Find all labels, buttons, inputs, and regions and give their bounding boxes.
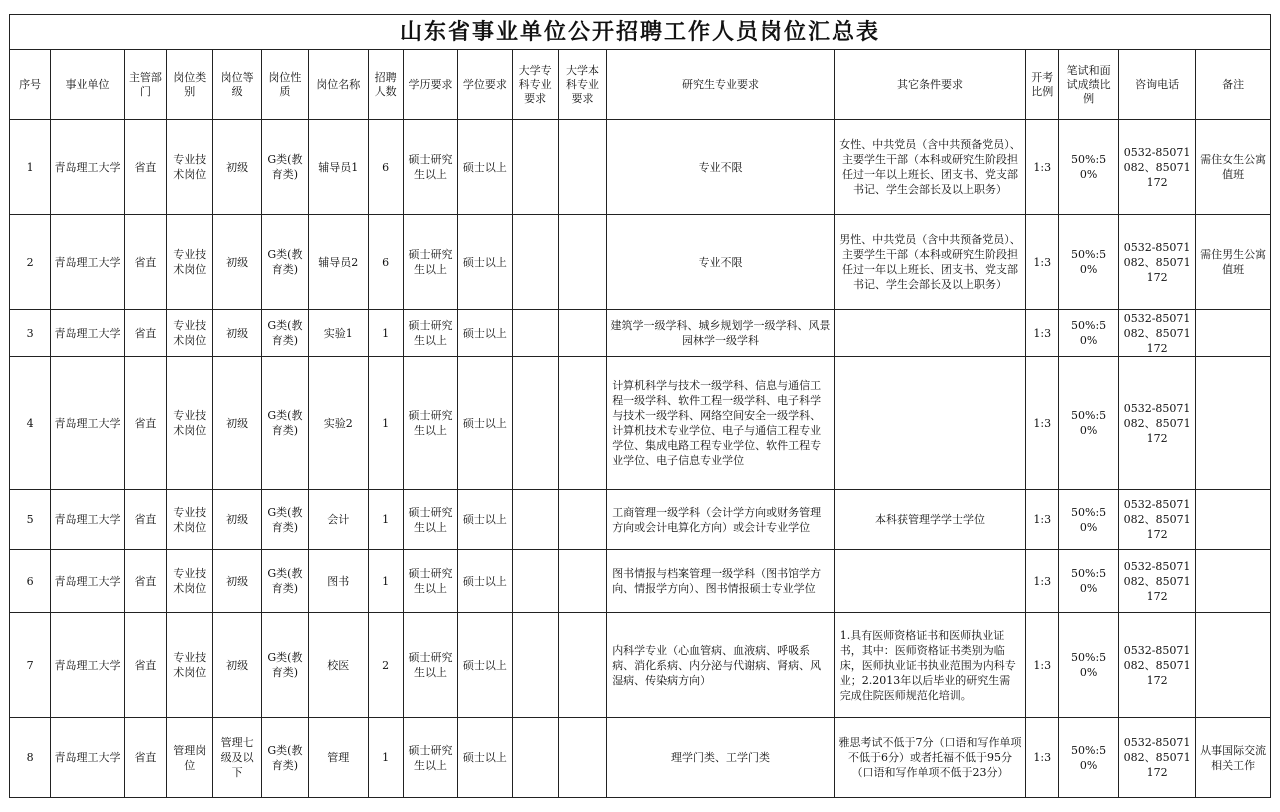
cell-unit: 青岛理工大学	[51, 613, 125, 718]
header-row	[10, 50, 1271, 120]
cell-dept: 省直	[124, 215, 166, 310]
cell-count: 6	[368, 215, 403, 310]
table-row	[10, 215, 1271, 310]
cell-count: 1	[368, 550, 403, 613]
cell-nature: G类(教育类)	[261, 613, 308, 718]
header-cell: 开考比例	[1026, 50, 1059, 120]
cell-bachelor	[558, 120, 606, 215]
cell-college	[512, 490, 558, 550]
cell-category: 专业技术岗位	[167, 120, 213, 215]
cell-bachelor	[558, 550, 606, 613]
cell-note: 从事国际交流相关工作	[1196, 718, 1271, 798]
cell-dept: 省直	[124, 120, 166, 215]
cell-degree: 硕士以上	[458, 215, 512, 310]
cell-unit: 青岛理工大学	[51, 310, 125, 357]
cell-education: 硕士研究生以上	[403, 490, 457, 550]
cell-education: 硕士研究生以上	[403, 357, 457, 490]
cell-ratio: 1:3	[1026, 357, 1059, 490]
cell-education: 硕士研究生以上	[403, 215, 457, 310]
cell-post: 图书	[309, 550, 368, 613]
header-cell: 笔试和面试成绩比例	[1059, 50, 1118, 120]
cell-bachelor	[558, 613, 606, 718]
cell-other: 1.具有医师资格证书和医师执业证书，其中：医师资格证书类别为临床，医师执业证书执业范围为内科专业；2.2013年以后毕业的研究生需完成住院医师规范化培训。	[834, 613, 1025, 718]
cell-education: 硕士研究生以上	[403, 718, 457, 798]
cell-dept: 省直	[124, 718, 166, 798]
cell-score-ratio: 50%:50%	[1059, 718, 1118, 798]
cell-ratio: 1:3	[1026, 310, 1059, 357]
cell-graduate: 专业不限	[607, 215, 835, 310]
cell-unit: 青岛理工大学	[51, 718, 125, 798]
cell-college	[512, 613, 558, 718]
cell-nature: G类(教育类)	[261, 718, 308, 798]
cell-nature: G类(教育类)	[261, 550, 308, 613]
cell-note	[1196, 613, 1271, 718]
cell-dept: 省直	[124, 357, 166, 490]
cell-degree: 硕士以上	[458, 490, 512, 550]
cell-category: 专业技术岗位	[167, 550, 213, 613]
cell-degree: 硕士以上	[458, 310, 512, 357]
header-cell: 岗位名称	[309, 50, 368, 120]
cell-no: 6	[10, 550, 51, 613]
cell-no: 2	[10, 215, 51, 310]
cell-level: 初级	[213, 550, 261, 613]
cell-ratio: 1:3	[1026, 718, 1059, 798]
cell-bachelor	[558, 215, 606, 310]
table-row	[10, 120, 1271, 215]
cell-count: 2	[368, 613, 403, 718]
cell-unit: 青岛理工大学	[51, 215, 125, 310]
cell-level: 初级	[213, 357, 261, 490]
cell-no: 5	[10, 490, 51, 550]
cell-no: 3	[10, 310, 51, 357]
header-cell: 序号	[10, 50, 51, 120]
table-row	[10, 310, 1271, 357]
cell-post: 校医	[309, 613, 368, 718]
cell-score-ratio: 50%:50%	[1059, 613, 1118, 718]
cell-graduate: 理学门类、工学门类	[607, 718, 835, 798]
cell-category: 专业技术岗位	[167, 310, 213, 357]
positions-table	[9, 49, 1271, 798]
cell-education: 硕士研究生以上	[403, 310, 457, 357]
header-cell: 岗位类别	[167, 50, 213, 120]
cell-college	[512, 357, 558, 490]
cell-note	[1196, 550, 1271, 613]
cell-category: 专业技术岗位	[167, 613, 213, 718]
cell-ratio: 1:3	[1026, 120, 1059, 215]
cell-college	[512, 550, 558, 613]
cell-degree: 硕士以上	[458, 718, 512, 798]
cell-score-ratio: 50%:50%	[1059, 357, 1118, 490]
header-cell: 主管部门	[124, 50, 166, 120]
header-cell: 事业单位	[51, 50, 125, 120]
cell-other: 男性、中共党员（含中共预备党员）、主要学生干部（本科或研究生阶段担任过一年以上班长、团支书、党支部书记、学生会部长及以上职务）	[834, 215, 1025, 310]
cell-score-ratio: 50%:50%	[1059, 550, 1118, 613]
header-cell: 招聘人数	[368, 50, 403, 120]
cell-level: 管理七级及以下	[213, 718, 261, 798]
cell-level: 初级	[213, 310, 261, 357]
cell-other: 雅思考试不低于7分（口语和写作单项不低于6分）或者托福不低于95分（口语和写作单项不低于23分）	[834, 718, 1025, 798]
cell-other: 本科获管理学学士学位	[834, 490, 1025, 550]
header-cell: 咨询电话	[1118, 50, 1196, 120]
cell-nature: G类(教育类)	[261, 215, 308, 310]
cell-phone: 0532-85071082、85071172	[1118, 613, 1196, 718]
cell-phone: 0532-85071082、85071172	[1118, 310, 1196, 357]
cell-bachelor	[558, 490, 606, 550]
cell-other	[834, 310, 1025, 357]
header-cell: 其它条件要求	[834, 50, 1025, 120]
cell-no: 4	[10, 357, 51, 490]
cell-phone: 0532-85071082、85071172	[1118, 120, 1196, 215]
cell-score-ratio: 50%:50%	[1059, 310, 1118, 357]
cell-note: 需住男生公寓值班	[1196, 215, 1271, 310]
table-title: 山东省事业单位公开招聘工作人员岗位汇总表	[9, 14, 1271, 49]
cell-ratio: 1:3	[1026, 550, 1059, 613]
cell-nature: G类(教育类)	[261, 357, 308, 490]
cell-college	[512, 310, 558, 357]
cell-category: 管理岗位	[167, 718, 213, 798]
cell-phone: 0532-85071082、85071172	[1118, 550, 1196, 613]
cell-category: 专业技术岗位	[167, 215, 213, 310]
header-cell: 大学本科专业要求	[558, 50, 606, 120]
cell-college	[512, 215, 558, 310]
cell-score-ratio: 50%:50%	[1059, 120, 1118, 215]
cell-college	[512, 718, 558, 798]
cell-dept: 省直	[124, 613, 166, 718]
cell-dept: 省直	[124, 550, 166, 613]
cell-graduate: 计算机科学与技术一级学科、信息与通信工程一级学科、软件工程一级学科、电子科学与技术一级学科、网络空间安全一级学科、计算机技术专业学位、电子与通信工程专业学位、集成电路工程专业学位、软件工程专业学位、电子信息专业学位	[607, 357, 835, 490]
cell-unit: 青岛理工大学	[51, 490, 125, 550]
cell-bachelor	[558, 357, 606, 490]
cell-degree: 硕士以上	[458, 120, 512, 215]
cell-other	[834, 550, 1025, 613]
cell-education: 硕士研究生以上	[403, 120, 457, 215]
cell-bachelor	[558, 310, 606, 357]
cell-ratio: 1:3	[1026, 490, 1059, 550]
header-cell: 学历要求	[403, 50, 457, 120]
cell-education: 硕士研究生以上	[403, 550, 457, 613]
cell-phone: 0532-85071082、85071172	[1118, 357, 1196, 490]
cell-count: 6	[368, 120, 403, 215]
cell-post: 实验2	[309, 357, 368, 490]
header-cell: 备注	[1196, 50, 1271, 120]
cell-count: 1	[368, 357, 403, 490]
cell-graduate: 专业不限	[607, 120, 835, 215]
cell-post: 实验1	[309, 310, 368, 357]
cell-score-ratio: 50%:50%	[1059, 215, 1118, 310]
cell-no: 7	[10, 613, 51, 718]
cell-dept: 省直	[124, 310, 166, 357]
table-row	[10, 550, 1271, 613]
cell-dept: 省直	[124, 490, 166, 550]
cell-level: 初级	[213, 120, 261, 215]
cell-note: 需住女生公寓值班	[1196, 120, 1271, 215]
cell-count: 1	[368, 310, 403, 357]
table-row	[10, 357, 1271, 490]
spreadsheet	[9, 14, 1271, 798]
cell-post: 会计	[309, 490, 368, 550]
cell-other	[834, 357, 1025, 490]
cell-level: 初级	[213, 215, 261, 310]
table-row	[10, 613, 1271, 718]
cell-phone: 0532-85071082、85071172	[1118, 215, 1196, 310]
cell-nature: G类(教育类)	[261, 310, 308, 357]
cell-post: 辅导员1	[309, 120, 368, 215]
cell-college	[512, 120, 558, 215]
cell-graduate: 图书情报与档案管理一级学科（图书馆学方向、情报学方向）、图书情报硕士专业学位	[607, 550, 835, 613]
cell-ratio: 1:3	[1026, 613, 1059, 718]
cell-other: 女性、中共党员（含中共预备党员）、主要学生干部（本科或研究生阶段担任过一年以上班长、团支书、党支部书记、学生会部长及以上职务）	[834, 120, 1025, 215]
cell-education: 硕士研究生以上	[403, 613, 457, 718]
table-body	[10, 120, 1271, 798]
cell-count: 1	[368, 490, 403, 550]
cell-nature: G类(教育类)	[261, 120, 308, 215]
header-cell: 研究生专业要求	[607, 50, 835, 120]
cell-no: 8	[10, 718, 51, 798]
cell-category: 专业技术岗位	[167, 490, 213, 550]
cell-unit: 青岛理工大学	[51, 357, 125, 490]
cell-unit: 青岛理工大学	[51, 120, 125, 215]
cell-graduate: 工商管理一级学科（会计学方向或财务管理方向或会计电算化方向）或会计专业学位	[607, 490, 835, 550]
cell-unit: 青岛理工大学	[51, 550, 125, 613]
cell-note	[1196, 490, 1271, 550]
cell-nature: G类(教育类)	[261, 490, 308, 550]
cell-post: 辅导员2	[309, 215, 368, 310]
cell-category: 专业技术岗位	[167, 357, 213, 490]
cell-note	[1196, 357, 1271, 490]
cell-phone: 0532-85071082、85071172	[1118, 490, 1196, 550]
cell-ratio: 1:3	[1026, 215, 1059, 310]
cell-phone: 0532-85071082、85071172	[1118, 718, 1196, 798]
header-cell: 岗位等级	[213, 50, 261, 120]
cell-bachelor	[558, 718, 606, 798]
cell-degree: 硕士以上	[458, 550, 512, 613]
cell-level: 初级	[213, 490, 261, 550]
table-row	[10, 490, 1271, 550]
cell-degree: 硕士以上	[458, 613, 512, 718]
cell-score-ratio: 50%:50%	[1059, 490, 1118, 550]
header-cell: 岗位性质	[261, 50, 308, 120]
cell-graduate: 建筑学一级学科、城乡规划学一级学科、风景园林学一级学科	[607, 310, 835, 357]
cell-note	[1196, 310, 1271, 357]
header-cell: 大学专科专业要求	[512, 50, 558, 120]
header-cell: 学位要求	[458, 50, 512, 120]
cell-no: 1	[10, 120, 51, 215]
table-row	[10, 718, 1271, 798]
cell-degree: 硕士以上	[458, 357, 512, 490]
cell-level: 初级	[213, 613, 261, 718]
cell-graduate: 内科学专业（心血管病、血液病、呼吸系病、消化系病、内分泌与代谢病、肾病、风湿病、传染病方向）	[607, 613, 835, 718]
cell-post: 管理	[309, 718, 368, 798]
cell-count: 1	[368, 718, 403, 798]
